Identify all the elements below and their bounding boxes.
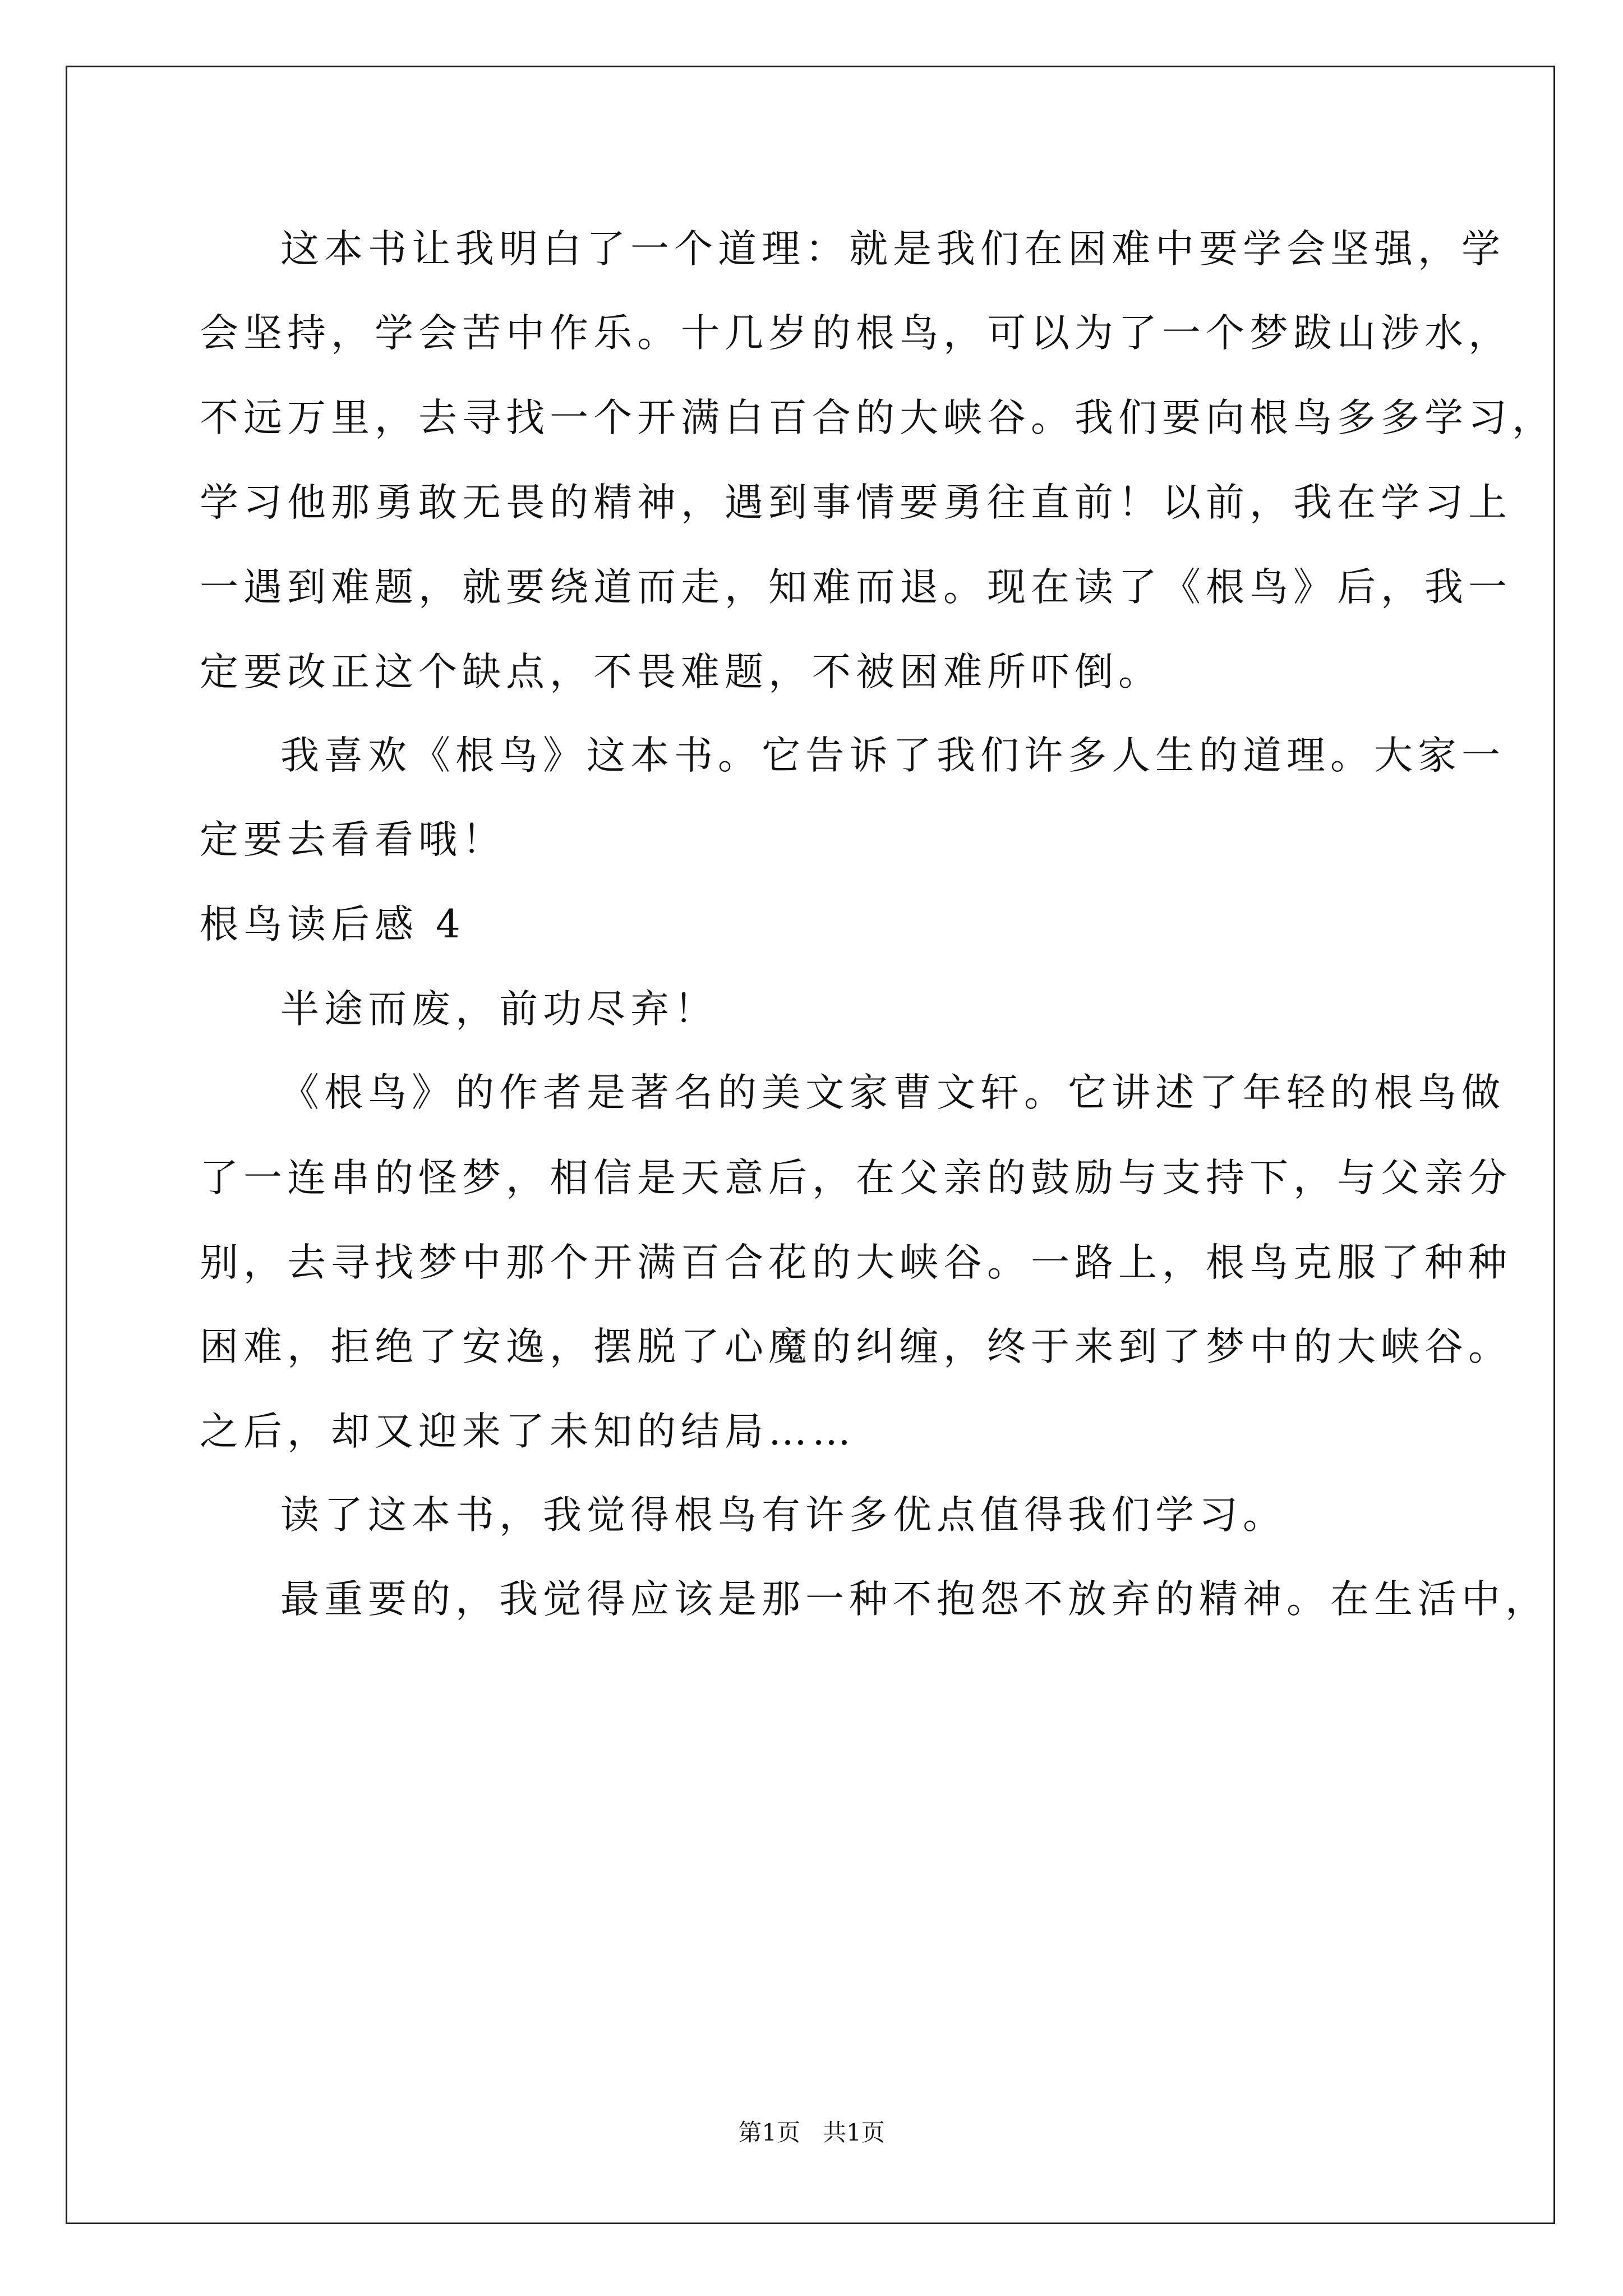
paragraph-line: 半途而废，前功尽弃！ xyxy=(280,987,718,1032)
section-heading: 根鸟读后感 4 xyxy=(200,902,465,947)
paragraph-line: 读了这本书，我觉得根鸟有许多优点值得我们学习。 xyxy=(280,1493,1287,1538)
paragraph-line: 别，去寻找梦中那个开满百合花的大峡谷。一路上，根鸟克服了种种 xyxy=(200,1240,1512,1285)
page-border xyxy=(66,66,1555,2224)
paragraph-line: 定要去看看哦！ xyxy=(200,817,506,862)
paragraph-line: 学习他那勇敢无畏的精神，遇到事情要勇往直前！以前，我在学习上 xyxy=(200,480,1512,525)
paragraph-line: 定要改正这个缺点，不畏难题，不被困难所吓倒。 xyxy=(200,650,1162,694)
paragraph-line: 会坚持，学会苦中作乐。十几岁的根鸟，可以为了一个梦跋山涉水， xyxy=(200,311,1512,356)
paragraph-line: 一遇到难题，就要绕道而走，知难而退。现在读了《根鸟》后，我一 xyxy=(200,565,1512,610)
paragraph-line: 之后，却又迎来了未知的结局…… xyxy=(200,1409,856,1454)
paragraph-line: 我喜欢《根鸟》这本书。它告诉了我们许多人生的道理。大家一 xyxy=(280,733,1505,778)
paragraph-line: 了一连串的怪梦，相信是天意后，在父亲的鼓励与支持下，与父亲分 xyxy=(200,1156,1512,1200)
paragraph-line: 最重要的，我觉得应该是那一种不抱怨不放弃的精神。在生活中， xyxy=(280,1577,1549,1622)
page-footer: 第1页 共1页 xyxy=(738,2119,885,2146)
paragraph-line: 困难，拒绝了安逸，摆脱了心魔的纠缠，终于来到了梦中的大峡谷。 xyxy=(200,1324,1512,1369)
paragraph-line: 不远万里，去寻找一个开满白百合的大峡谷。我们要向根鸟多多学习， xyxy=(200,395,1556,440)
paragraph-line: 《根鸟》的作者是著名的美文家曹文轩。它讲述了年轻的根鸟做 xyxy=(280,1070,1505,1115)
paragraph-line: 这本书让我明白了一个道理：就是我们在困难中要学会坚强，学 xyxy=(280,227,1505,272)
